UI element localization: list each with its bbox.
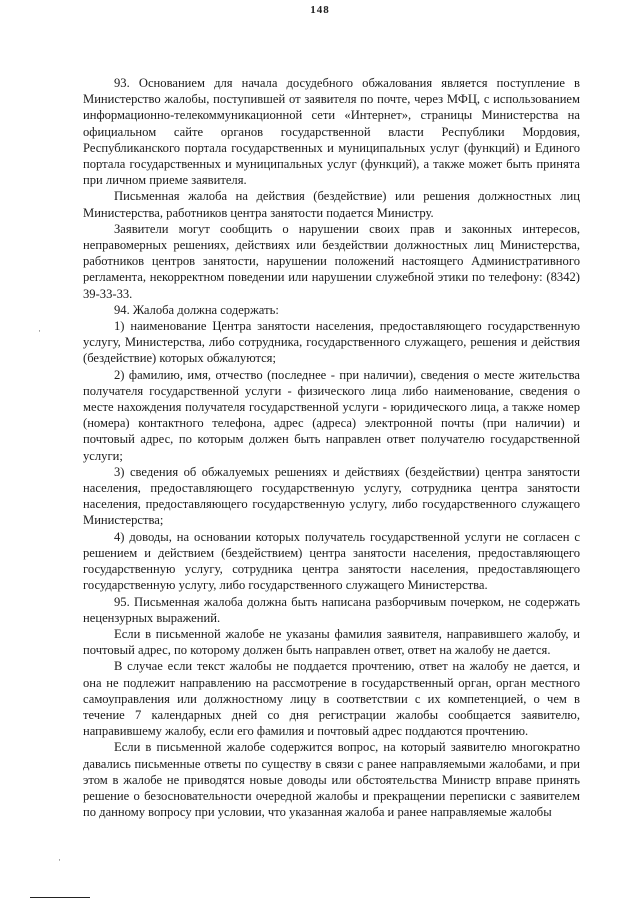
scan-speck: · <box>38 326 41 336</box>
paragraph-written-complaint: Письменная жалоба на действия (бездействие) или решения должностных лиц Министерства, работников центра занятости подается Министру. <box>83 189 580 220</box>
paragraph-unreadable: В случае если текст жалобы не поддается прочтению, ответ на жалобу не дается, и она не подлежит направлению на рассмотрение в государственный орган, орган местного самоуправления или должностному лицу в соответствии с их компетенцией, о чем в течение 7 календарных дней со дня регистрации жалобы сообщается заявителю, направившему жалобу, если его фамилия и почтовый адрес поддаются прочтению. <box>83 659 580 739</box>
list-item-3: 3) сведения об обжалуемых решениях и действиях (бездействии) центра занятости населения, предоставляющего государственную услугу, сотрудника центра занятости населения, предоставляющего государственную услугу, либо государственного служащего Министерства; <box>83 464 580 528</box>
paragraph-94: 94. Жалоба должна содержать: <box>114 302 279 317</box>
document-body <box>83 75 580 820</box>
paragraph-repeated: Если в письменной жалобе содержится вопрос, на который заявителю многократно давались письменные ответы по существу в связи с ранее направляемыми жалобами, и при этом в жалобе не приводятся новые доводы или обстоятельства Министр вправе принять решение о безосновательности очередной жалобы и прекращении переписки с заявителем по данному вопросу при условии, что указанная жалоба и ранее направляемые жалобы <box>83 740 580 820</box>
paragraph-no-name: Если в письменной жалобе не указаны фамилия заявителя, направившего жалобу, и почтовый адрес, по которому должен быть направлен ответ, ответ на жалобу не дается. <box>83 626 580 658</box>
paragraph-95: 95. Письменная жалоба должна быть написана разборчивым почерком, не содержать нецензурных выражений. <box>83 594 580 625</box>
page-number: 148 <box>310 4 330 16</box>
scan-speck: · <box>58 855 61 865</box>
footer-rule <box>30 897 90 898</box>
paragraph-phone-report: Заявители могут сообщить о нарушении своих прав и законных интересов, неправомерных решениях, действиях или бездействии должностных лиц Министерства, работников центров занятости, нарушении положений настоящего Административного регламента, некорректном поведении или нарушении служебной этики по телефону: (8342) 39-33-33. <box>83 221 580 301</box>
list-item-4: 4) доводы, на основании которых получатель государственной услуги не согласен с решением и действием (бездействием) центра занятости населения, предоставляющего государственную услугу, сотрудника центра занятости населения, предоставляющего государственную услугу, либо государственного служащего Министерства. <box>83 529 580 593</box>
paragraph-93: 93. Основанием для начала досудебного обжалования является поступление в Министерство жалобы, поступившей от заявителя по почте, через МФЦ, с использованием информационно-телекоммуникационной сети «Интернет», страницы Министерства на официальном сайте органов государственной власти Республики Мордовия, Республиканского портала государственных и муниципальных услуг (функций) и Единого портала государственных и муниципальных услуг (функций), а также может быть принята при личном приеме заявителя. <box>83 76 580 188</box>
list-item-2: 2) фамилию, имя, отчество (последнее - при наличии), сведения о месте жительства получателя государственной услуги - физического лица либо наименование, сведения о месте нахождения получателя государственной услуги - юридического лица, а также номер (номера) контактного телефона, адрес (адреса) электронной почты (при наличии) и почтовый адрес, по которым должен быть направлен ответ получателю государственной услуги; <box>83 367 580 463</box>
list-item-1: 1) наименование Центра занятости населения, предоставляющего государственную услугу, Министерства, либо сотрудника, государственного служащего, решения и действия (бездействие) которых обжалуются; <box>83 319 580 366</box>
